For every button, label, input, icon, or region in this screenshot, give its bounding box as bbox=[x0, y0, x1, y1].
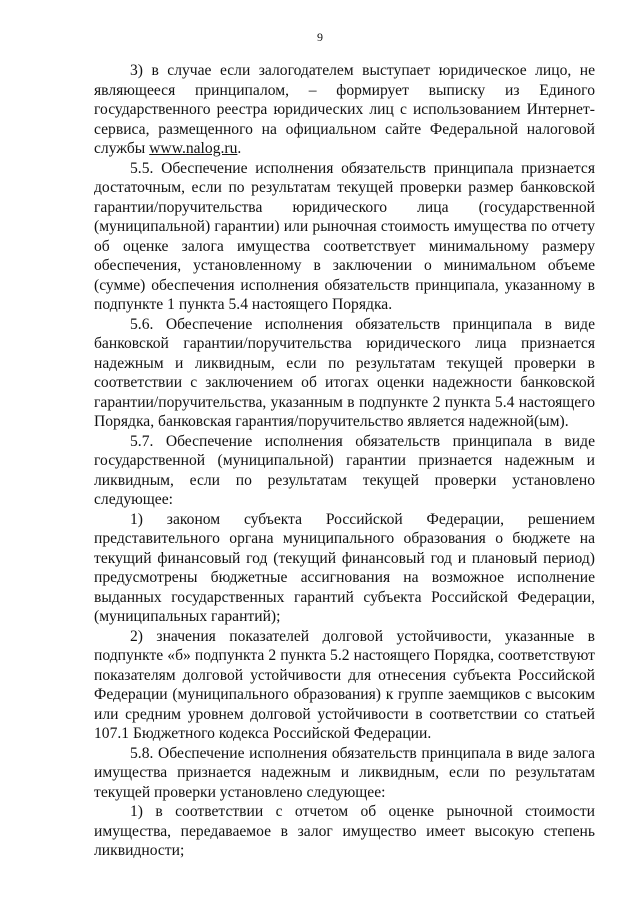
paragraph-5-8-item-1: 1) в соответствии с отчетом об оценке рыночной стоимости имущества, передаваемое в залог имущество имеет высокую степень ликвидности; bbox=[94, 803, 595, 859]
paragraph-subitem-3 bbox=[94, 61, 595, 159]
paragraph-5-8: 5.8. Обеспечение исполнения обязательств принципала в виде залога имущества признается надежным и ликвидным, если по результатам текущей проверки установлено следующее: bbox=[94, 744, 595, 801]
paragraph-5-7: 5.7. Обеспечение исполнения обязательств принципала в виде государственной (муниципальной) гарантии признается надежным и ликвидным, если по результатам текущей проверки установлено следующее: bbox=[94, 432, 595, 508]
page-number: 9 bbox=[317, 30, 323, 44]
paragraph-5-5: 5.5. Обеспечение исполнения обязательств принципала признается достаточным, если по результатам текущей проверки размер банковской гарантии/поручительства юридического лица (государственной (муниципальной) гарантии) или рыночная стоимость имущества по отчету об оценке залога имущества соответствует минимальному размеру обеспечения, установленному в заключении о минимальном объеме (сумме) обеспечения исполнения обязательств принципала, указанному в подпункте 1 пункта 5.4 настоящего Порядка. bbox=[94, 159, 595, 313]
document-body bbox=[94, 61, 595, 861]
paragraph-5-7-item-2: 2) значения показателей долговой устойчивости, указанные в подпункте «б» подпункта 2 пункта 5.2 настоящего Порядка, соответствуют показателям долговой устойчивости для отнесения субъекта Российской Федерации (муниципального образования) к группе заемщиков с высоким или средним уровнем долговой устойчивости в соответствии со статьей 107.1 Бюджетного кодекса Российской Федерации. bbox=[94, 627, 595, 742]
nalog-link[interactable]: www.nalog.ru bbox=[149, 140, 238, 157]
paragraph-5-6: 5.6. Обеспечение исполнения обязательств принципала в виде банковской гарантии/поручительства юридического лица признается надежным и ликвидным, если по результатам текущей проверки в соответствии с заключением об итогах оценки надежности банковской гарантии/поручительства, указанным в подпункте 2 пункта 5.4 настоящего Порядка, банковская гарантия/поручительство является надежной(ым). bbox=[94, 315, 595, 430]
paragraph-5-7-item-1: 1) законом субъекта Российской Федерации, решением представительного органа муниципального образования о бюджете на текущий финансовый год (текущий финансовый год и плановый период) предусмотрены бюджетные ассигнования на возможное исполнение выданных государственных гарантий субъекта Российской Федерации, (муниципальных гарантий); bbox=[94, 510, 595, 625]
paragraph-text: 3) в случае если залогодателем выступает юридическое лицо, не являющееся принципалом, – формирует выписку из Единого государственного реестра юридических лиц с использованием Интернет-сервиса, размещенного на официальном сайте Федеральной налоговой службы bbox=[94, 62, 595, 157]
paragraph-text-end: . bbox=[237, 140, 242, 157]
